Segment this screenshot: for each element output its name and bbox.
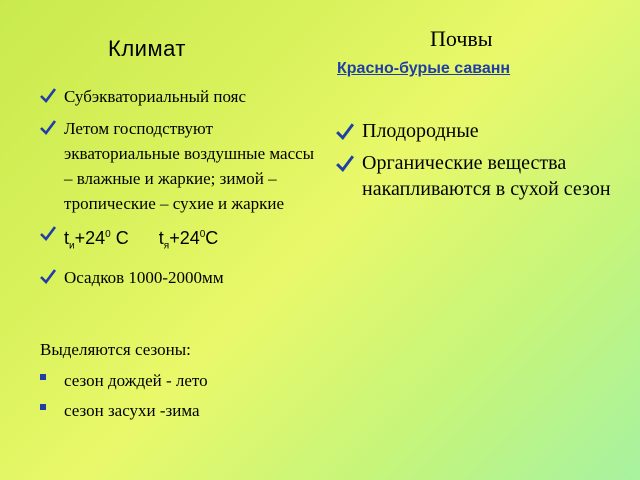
- checkmark-icon: [40, 268, 56, 284]
- list-item: [64, 265, 320, 290]
- soils-list: [362, 118, 624, 202]
- square-bullet-icon: [40, 374, 46, 380]
- bullet-text: Плодородные: [362, 120, 479, 142]
- season-text: сезон засухи -зима: [64, 401, 200, 420]
- list-item: [64, 84, 320, 109]
- bullet-text: Летом господствуют экваториальные воздушные массы – влажные и жаркие; зимой – тропические – сухие и жаркие: [64, 119, 315, 213]
- bullet-text: Органические вещества накапливаются в сухой сезон: [362, 152, 611, 200]
- checkmark-icon: [40, 225, 56, 241]
- list-item: [64, 368, 208, 393]
- bullet-text: Осадков 1000-2000мм: [64, 267, 224, 287]
- climate-title: Климат: [108, 36, 186, 61]
- list-item: [362, 118, 624, 144]
- climate-list: [64, 84, 320, 290]
- checkmark-icon: [336, 122, 354, 140]
- temperature-line: $t_и+24^0$ С $t_я+24^0С$: [64, 228, 219, 252]
- seasons-list: [64, 368, 208, 423]
- checkmark-icon: [40, 87, 56, 103]
- soils-subtitle: Красно-бурые саванн: [337, 60, 511, 77]
- list-item: [64, 116, 320, 216]
- list-item: [362, 150, 624, 202]
- checkmark-icon: [336, 154, 354, 172]
- soils-title: Почвы: [430, 26, 493, 51]
- square-bullet-icon: [40, 404, 46, 410]
- bullet-text: Субэкваториальный пояс: [64, 87, 247, 106]
- list-item: [64, 398, 208, 423]
- checkmark-icon: [40, 119, 56, 135]
- season-text: сезон дождей - лето: [64, 371, 208, 390]
- list-item: [64, 222, 320, 259]
- seasons-heading: Выделяются сезоны:: [40, 340, 191, 359]
